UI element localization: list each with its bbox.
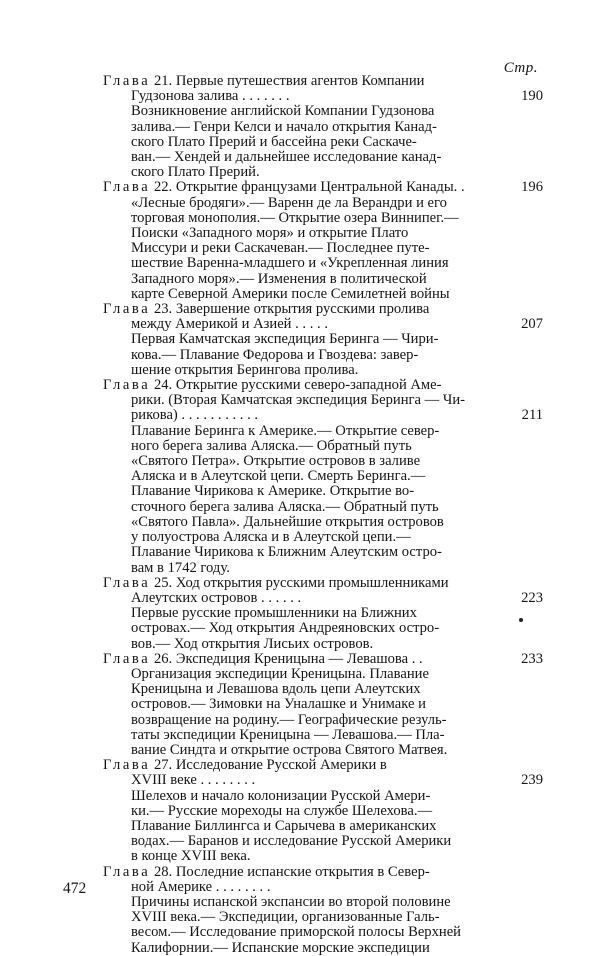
chapter-word: Глава: [103, 758, 151, 774]
chapter-summary: [131, 424, 543, 576]
summary-line: Плавание Беринга к Америке.— Открытие север-: [131, 423, 440, 439]
page-reference: 207: [521, 316, 543, 333]
chapter-title-text: 24. Открытие русскими северо-западной Аме-: [153, 378, 442, 394]
page-reference: 223: [521, 589, 543, 606]
page-reference: 239: [521, 772, 543, 789]
summary-line: Аляска и в Алеутской цепи. Смерть Беринга.—: [131, 469, 426, 485]
summary-line: ки.— Русские мореходы на службе Шелехова.—: [131, 803, 433, 819]
chapter-title-line: [103, 302, 515, 317]
summary-line: XVIII века.— Экспедиции, организованные Галь-: [131, 910, 440, 926]
chapter-title-line: [103, 74, 515, 89]
chapter-word: Глава: [103, 74, 151, 89]
page-reference: 211: [521, 407, 543, 424]
summary-line: Организация экспедиции Креницына. Плавание: [131, 666, 429, 682]
toc-entry: [103, 652, 543, 758]
page-column-label: Стр.: [503, 60, 538, 76]
chapter-heading: [103, 865, 543, 895]
chapter-title-text: XVIII веке . . . . . . . .: [131, 773, 256, 789]
chapter-title-line: [103, 576, 515, 591]
chapter-heading: [103, 378, 543, 424]
summary-line: «Святого Павла». Дальнейшие открытия островов: [131, 514, 444, 530]
chapter-word: Глава: [103, 378, 151, 394]
chapter-title-text: рики. (Вторая Камчатская экспедиция Беринга — Чи-: [131, 393, 466, 409]
summary-line: в конце XVIII века.: [131, 849, 251, 865]
chapter-title-line: [103, 378, 515, 393]
chapter-title-line: [103, 591, 515, 606]
chapter-summary: [131, 196, 543, 302]
chapter-title-text: рикова) . . . . . . . . . . .: [131, 408, 259, 424]
chapter-summary: [131, 667, 543, 758]
chapter-heading: [103, 576, 543, 606]
summary-line: вов.— Ход открытия Лисьих островов.: [131, 636, 374, 652]
chapter-summary: [131, 104, 543, 180]
summary-line: Западного моря».— Изменения в политической: [131, 271, 427, 287]
summary-line: Первая Камчатская экспедиция Беринга — Чири-: [131, 332, 439, 348]
table-of-contents: [103, 74, 543, 956]
summary-line: «Лесные бродяги».— Варенн де ла Верандри и его: [131, 195, 447, 211]
chapter-summary: [131, 606, 543, 652]
summary-line: карте Северной Америки после Семилетней войны: [131, 286, 450, 302]
toc-entry: [103, 180, 543, 302]
chapter-title-text: 27. Исследование Русской Америки в: [153, 758, 387, 774]
chapter-title-text: между Америкой и Азией . . . . .: [131, 317, 328, 333]
summary-line: торговая монополия.— Открытие озера Виннипег.—: [131, 210, 459, 226]
toc-entry: [103, 302, 543, 378]
chapter-title-line: [103, 652, 515, 667]
chapter-title-text: 21. Первые путешествия агентов Компании: [153, 74, 425, 89]
chapter-title-line: [103, 180, 515, 195]
summary-line: Причины испанской экспансии во второй половине: [131, 894, 451, 910]
summary-line: шествие Варенна-младшего и «Укрепленная линия: [131, 256, 449, 272]
chapter-title-line: [103, 393, 515, 408]
chapter-summary: [131, 332, 543, 378]
chapter-heading: [103, 180, 543, 195]
summary-line: ного берега залива Аляска.— Обратный путь: [131, 438, 412, 454]
summary-line: у полуострова Аляска и в Алеутской цепи.—: [131, 530, 411, 546]
summary-line: кова.— Плавание Федорова и Гвоздева: завер-: [131, 347, 419, 363]
summary-line: Поиски «Западного моря» и открытие Плато: [131, 226, 409, 242]
chapter-summary: [131, 789, 543, 865]
chapter-title-text: 26. Экспедиция Креницына — Левашова . .: [153, 651, 423, 667]
page-reference: 233: [521, 650, 543, 667]
chapter-title-line: [103, 880, 515, 895]
summary-line: Первые русские промышленники на Ближних: [131, 606, 417, 622]
chapter-title-line: [103, 865, 515, 880]
summary-line: островов.— Зимовки на Уналашке и Унимаке и: [131, 697, 426, 713]
summary-line: Возникновение английской Компании Гудзонова: [131, 104, 435, 120]
chapter-word: Глава: [103, 651, 151, 667]
summary-line: Шелехов и начало колонизации Русской Амери-: [131, 788, 431, 804]
chapter-title-line: [103, 317, 515, 332]
chapter-title-line: [103, 408, 515, 423]
chapter-heading: [103, 758, 543, 788]
summary-line: залива.— Генри Келси и начало открытия Канад-: [131, 119, 437, 135]
toc-entry: [103, 865, 543, 956]
chapter-title-text: 23. Завершение открытия русскими пролива: [153, 302, 430, 318]
summary-line: шение открытия Берингова пролива.: [131, 362, 359, 378]
chapter-word: Глава: [103, 575, 151, 591]
summary-line: сточного берега залива Аляска.— Обратный путь: [131, 499, 439, 515]
page-number: 472: [63, 880, 87, 897]
chapter-title-text: 28. Последние испанские открытия в Север-: [153, 864, 430, 880]
toc-entry: [103, 758, 543, 864]
summary-line: возвращение на родину.— Географические резуль-: [131, 712, 447, 728]
summary-line: Калифорнии.— Испанские морские экспедиции: [131, 940, 430, 956]
toc-entry: [103, 576, 543, 652]
chapter-title-line: [103, 758, 515, 773]
chapter-heading: [103, 652, 543, 667]
summary-line: Плавание Биллингса и Сарычева в американских: [131, 818, 437, 834]
page-reference: 190: [521, 88, 543, 105]
summary-line: Миссури и реки Саскачеван.— Последнее путе-: [131, 241, 430, 257]
summary-line: ского Плато Прерий и бассейна реки Саскаче-: [131, 134, 417, 150]
summary-line: «Святого Петра». Открытие островов в заливе: [131, 454, 421, 470]
chapter-heading: [103, 74, 543, 104]
chapter-word: Глава: [103, 180, 151, 196]
summary-line: водах.— Баранов и исследование Русской Америки: [131, 834, 452, 850]
summary-line: Креницына и Левашова вдоль цепи Алеутских: [131, 682, 421, 698]
summary-line: островах.— Ход открытия Андреяновских остро-: [131, 621, 440, 637]
summary-line: вание Синдта и открытие острова Святого Матвея.: [131, 742, 448, 758]
chapter-heading: [103, 302, 543, 332]
chapter-title-text: ной Америке . . . . . . . .: [131, 879, 271, 895]
toc-entry: [103, 74, 543, 180]
summary-line: весом.— Исследование приморской полосы Верхней: [131, 925, 461, 941]
page-reference: 196: [521, 179, 543, 196]
summary-line: Плавание Чирикова к Америке. Открытие во-: [131, 484, 415, 500]
chapter-title-line: [103, 773, 515, 788]
summary-line: таты экспедиции Креницына — Левашова.— Пла-: [131, 727, 445, 743]
summary-line: Плавание Чирикова к Ближним Алеутским остро-: [131, 545, 442, 561]
chapter-title-text: Алеутских островов . . . . . .: [131, 590, 302, 606]
summary-line: ван.— Хендей и дальнейшее исследование канад-: [131, 150, 442, 166]
toc-entry: [103, 378, 543, 576]
chapter-title-text: 25. Ход открытия русскими промышленниками: [153, 575, 449, 591]
print-speck: [519, 618, 523, 622]
summary-line: вам в 1742 году.: [131, 560, 230, 576]
chapter-word: Глава: [103, 864, 151, 880]
chapter-word: Глава: [103, 302, 151, 318]
chapter-title-text: 22. Открытие французами Центральной Канады. .: [153, 180, 465, 196]
chapter-summary: [131, 895, 543, 956]
chapter-title-line: [103, 89, 515, 104]
chapter-title-text: Гудзонова залива . . . . . . .: [131, 89, 290, 105]
summary-line: ского Плато Прерий.: [131, 165, 260, 181]
